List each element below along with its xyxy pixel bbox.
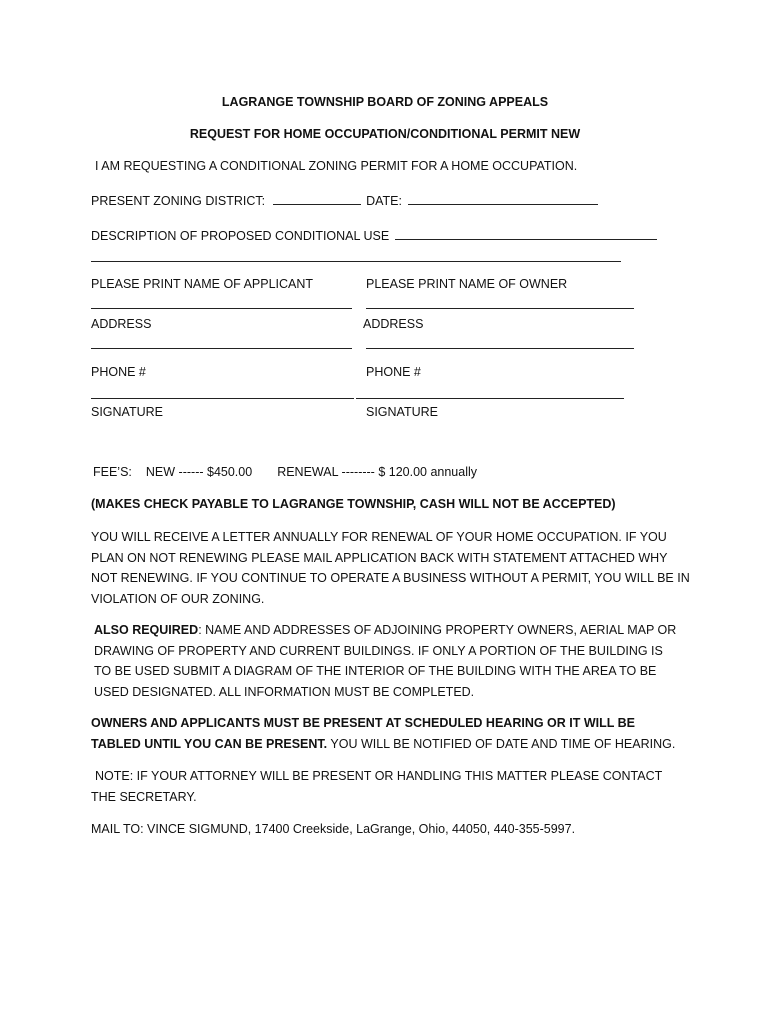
owner-name-label: PLEASE PRINT NAME OF OWNER: [366, 277, 568, 291]
applicant-name-label: PLEASE PRINT NAME OF APPLICANT: [91, 277, 314, 291]
owner-signature-label: SIGNATURE: [366, 405, 438, 419]
owner-address-label: ADDRESS: [363, 317, 424, 331]
renewal-paragraph: YOU WILL RECEIVE A LETTER ANNUALLY FOR RENEWAL OF YOUR HOME OCCUPATION. IF YOU PLAN ON NOT RENEWING PLEASE MAIL APPLICATION BACK WITH STATEMENT ATTACHED WHY NOT RENEWING. IF YOU CONTINUE TO OPERATE A BUSINESS WITHOUT A PERMIT, YOU WILL BE IN VIOLATION OF OUR ZONING.: [91, 530, 690, 606]
applicant-signature-label: SIGNATURE: [91, 405, 163, 419]
owner-address-field[interactable]: [366, 348, 634, 349]
fee-new: NEW ------ $450.00: [145, 465, 253, 479]
hearing-notice: [91, 713, 681, 754]
form-subtitle: REQUEST FOR HOME OCCUPATION/CONDITIONAL PERMIT NEW: [189, 127, 581, 141]
zoning-date-row: [91, 191, 598, 212]
zoning-district-label: PRESENT ZONING DISTRICT:: [91, 194, 266, 208]
fees-label: FEE’S:: [93, 465, 132, 479]
description-label: DESCRIPTION OF PROPOSED CONDITIONAL USE: [91, 229, 390, 243]
owner-name-field[interactable]: [366, 308, 634, 309]
date-field[interactable]: [408, 192, 598, 205]
also-required-paragraph: [94, 620, 679, 702]
form-title: LAGRANGE TOWNSHIP BOARD OF ZONING APPEALS: [221, 95, 549, 109]
check-payable-notice: (MAKES CHECK PAYABLE TO LAGRANGE TOWNSHIP, CASH WILL NOT BE ACCEPTED): [91, 497, 616, 511]
attorney-note: NOTE: IF YOUR ATTORNEY WILL BE PRESENT OR HANDLING THIS MATTER PLEASE CONTACT THE SECRETARY.: [91, 769, 663, 804]
hearing-notice-text: YOU WILL BE NOTIFIED OF DATE AND TIME OF HEARING.: [327, 736, 676, 751]
also-required-text: : NAME AND ADDRESSES OF ADJOINING PROPERTY OWNERS, AERIAL MAP OR DRAWING OF PROPERTY AND CURRENT BUILDINGS. IF ONLY A PORTION OF THE BUILDING IS TO BE USED SUBMIT A DIAGRAM OF THE INTERIOR OF THE BUILDING WITH THE AREA TO BE USED DESIGNATED. ALL INFORMATION MUST BE COMPLETED.: [94, 623, 677, 699]
fee-renewal: RENEWAL -------- $ 120.00 annually: [277, 465, 478, 479]
description-field[interactable]: [395, 227, 657, 240]
owner-phone-label: PHONE #: [366, 365, 421, 379]
description-row: [91, 226, 657, 247]
mail-to-address: MAIL TO: VINCE SIGMUND, 17400 Creekside, LaGrange, Ohio, 44050, 440-355-5997.: [91, 822, 576, 836]
applicant-address-label: ADDRESS: [91, 317, 152, 331]
date-label: DATE:: [366, 194, 402, 208]
applicant-address-field[interactable]: [91, 348, 352, 349]
hearing-notice-bold: OWNERS AND APPLICANTS MUST BE PRESENT AT SCHEDULED HEARING OR IT WILL BE TABLED UNTIL YOU CAN BE PRESENT.: [91, 716, 635, 751]
applicant-phone-field[interactable]: [91, 398, 354, 399]
also-required-label: ALSO REQUIRED: [94, 623, 199, 637]
description-field-line-2[interactable]: [91, 261, 621, 262]
intro-statement: I AM REQUESTING A CONDITIONAL ZONING PERMIT FOR A HOME OCCUPATION.: [95, 159, 578, 173]
owner-phone-field[interactable]: [356, 398, 624, 399]
applicant-phone-label: PHONE #: [91, 365, 146, 379]
applicant-name-field[interactable]: [91, 308, 352, 309]
zoning-district-field[interactable]: [273, 192, 361, 205]
fees-row: [93, 462, 477, 483]
